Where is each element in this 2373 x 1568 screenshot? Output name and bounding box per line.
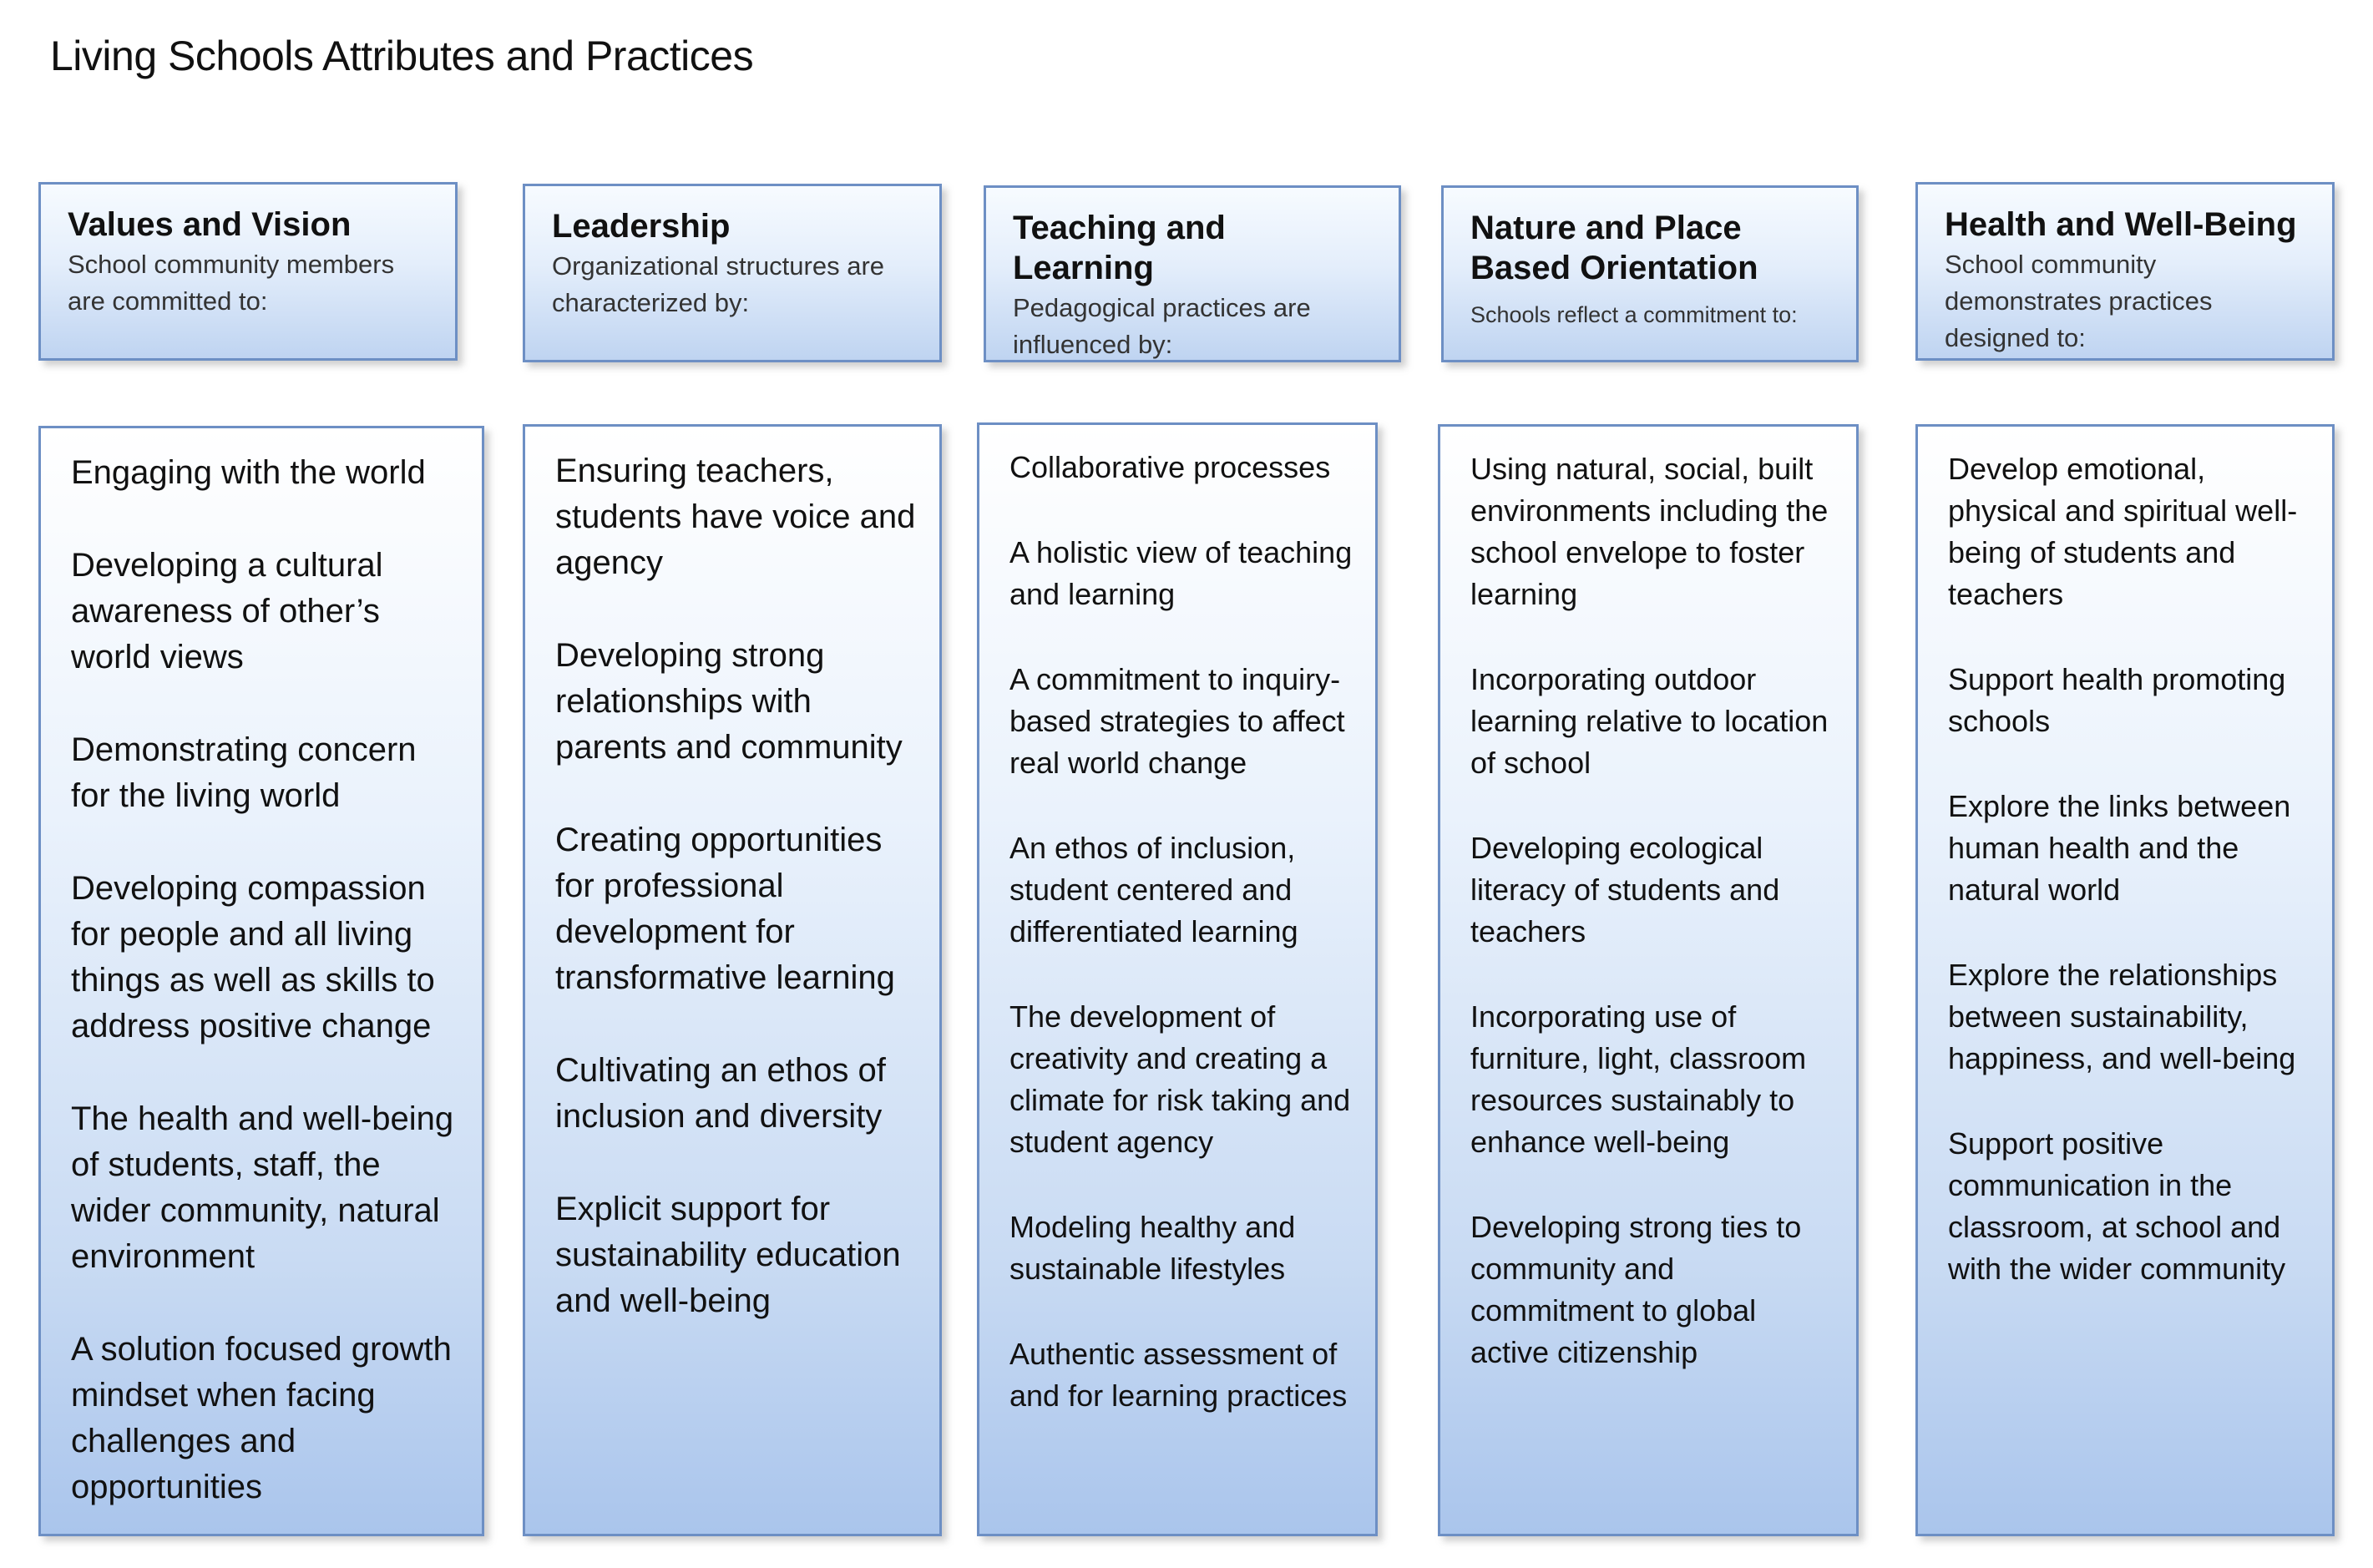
list-leadership [523, 424, 942, 1536]
header-title: Nature and Place Based Orientation [1470, 210, 1758, 286]
list-health-and-well-being [1915, 424, 2335, 1536]
list-item: Support positive communication in the classroom, at school and with the wider community [1948, 1126, 2286, 1286]
header-subtitle: Pedagogical practices are influenced by: [1013, 293, 1311, 359]
header-health-and-well-being [1915, 182, 2335, 361]
list-item: Developing strong relationships with parents and community [555, 637, 903, 766]
list-item: Authentic assessment of and for learning practices [1009, 1337, 1348, 1413]
list-item: Using natural, social, built environments including the school envelope to foster learning [1470, 452, 1829, 611]
header-subtitle: Organizational structures are characterized by: [552, 251, 885, 317]
list-item: A commitment to inquiry-based strategies to affect real world change [1009, 662, 1345, 780]
list-item: Incorporating outdoor learning relative to location of school [1470, 662, 1829, 780]
list-item: Support health promoting schools [1948, 662, 2286, 738]
list-item: Demonstrating concern for the living world [71, 731, 417, 814]
header-title: Health and Well-Being [1945, 206, 2297, 243]
header-subtitle: Schools reflect a commitment to: [1470, 302, 1798, 327]
header-title: Teaching and Learning [1013, 210, 1226, 286]
list-item: Developing ecological literacy of students and teachers [1470, 831, 1780, 948]
list-values-and-vision [38, 426, 484, 1536]
list-item: Cultivating an ethos of inclusion and diversity [555, 1052, 886, 1135]
list-item: Developing compassion for people and all living things as well as skills to address positive change [71, 870, 435, 1044]
list-item: Explicit support for sustainability education and well-being [555, 1191, 901, 1319]
list-item: Creating opportunities for professional development for transformative learning [555, 822, 895, 996]
header-nature-and-place [1441, 185, 1859, 362]
header-title: Leadership [552, 208, 731, 245]
header-values-and-vision [38, 182, 458, 361]
list-item: Developing strong ties to community and commitment to global active citizenship [1470, 1210, 1802, 1369]
list-item: The health and well-being of students, staff, the wider community, natural environment [71, 1100, 454, 1275]
list-item: Engaging with the world [71, 454, 426, 491]
header-title: Values and Vision [68, 206, 352, 243]
header-teaching-and-learning [984, 185, 1401, 362]
list-item: Explore the relationships between sustainability, happiness, and well-being [1948, 958, 2296, 1075]
list-nature-and-place [1438, 424, 1859, 1536]
list-item: Collaborative processes [1009, 450, 1331, 484]
page-title: Living Schools Attributes and Practices [50, 33, 754, 79]
list-item: The development of creativity and creating a climate for risk taking and student agency [1009, 999, 1351, 1159]
list-teaching-and-learning [977, 422, 1378, 1536]
list-item: Ensuring teachers, students have voice and agency [555, 453, 916, 581]
list-item: Developing a cultural awareness of other’s world views [71, 547, 383, 675]
list-item: Modeling healthy and sustainable lifestyles [1009, 1210, 1296, 1286]
list-item: A holistic view of teaching and learning [1009, 535, 1353, 611]
list-item: A solution focused growth mindset when facing challenges and opportunities [71, 1331, 452, 1505]
header-subtitle: School community members are committed to: [68, 250, 395, 316]
header-subtitle: School community demonstrates practices designed to: [1945, 250, 2213, 352]
list-item: Explore the links between human health and the natural world [1948, 789, 2291, 907]
list-item: Incorporating use of furniture, light, classroom resources sustainably to enhance well-being [1470, 999, 1807, 1159]
header-leadership [523, 184, 942, 362]
list-item: An ethos of inclusion, student centered and differentiated learning [1009, 831, 1298, 948]
list-item: Develop emotional, physical and spiritual well-being of students and teachers [1948, 452, 2298, 611]
